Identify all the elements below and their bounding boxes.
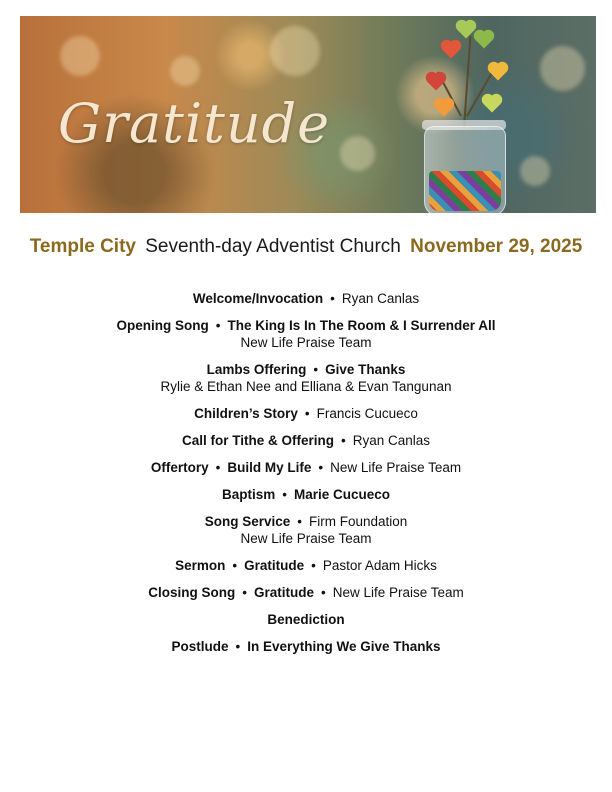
program-item-benediction: Benediction	[267, 612, 345, 627]
program-item-sermon: Sermon • Gratitude • Pastor Adam Hicks	[175, 558, 437, 573]
program-item-postlude: Postlude • In Everything We Give Thanks	[171, 639, 441, 654]
program-item-opening-song: Opening Song • The King Is In The Room & I Surrender All New Life Praise Team	[116, 318, 496, 350]
header-banner-image	[20, 16, 596, 213]
program-item-childrens-story: Children’s Story • Francis Cucueco	[194, 406, 418, 421]
program-item-lambs-offering: Lambs Offering • Give Thanks Rylie & Ethan Nee and Elliana & Evan Tangunan	[160, 362, 452, 394]
church-type: Seventh-day Adventist Church	[145, 236, 401, 257]
program-item-offertory: Offertory • Build My Life • New Life Praise Team	[150, 460, 462, 475]
banner-title: Gratitude	[58, 92, 331, 155]
program-item-welcome: Welcome/Invocation • Ryan Canlas	[192, 291, 420, 306]
program-item-song-service: Song Service • Firm Foundation New Life Praise Team	[204, 514, 408, 546]
program-item-baptism: Baptism • Marie Cucueco	[221, 487, 391, 502]
church-name: Temple City	[29, 236, 136, 257]
service-header	[0, 236, 612, 258]
program-item-tithe-offering: Call for Tithe & Offering • Ryan Canlas	[181, 433, 431, 448]
service-date: November 29, 2025	[410, 236, 583, 257]
program-item-closing-song: Closing Song • Gratitude • New Life Praise Team	[148, 585, 464, 600]
order-of-service	[0, 290, 612, 665]
